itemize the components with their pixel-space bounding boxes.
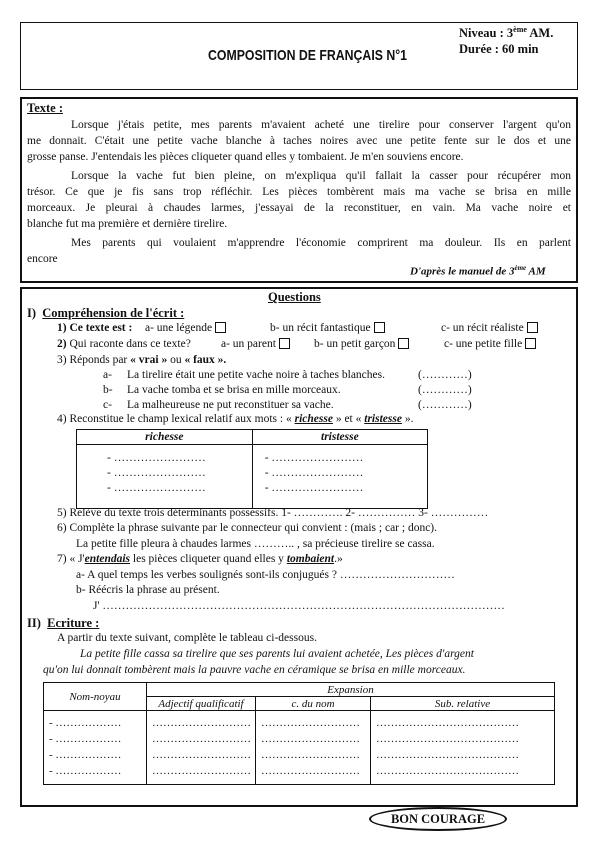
blank-line[interactable]: ………………………	[261, 749, 360, 761]
cdunom-cell[interactable]	[256, 711, 371, 785]
bon-courage-badge: BON COURAGE	[369, 807, 507, 831]
q1-option-b[interactable]: b- un récit fantastique	[270, 322, 385, 334]
lex-col-tristesse: tristesse	[252, 430, 427, 445]
text-heading: Texte :	[27, 101, 63, 115]
checkbox[interactable]	[527, 322, 538, 333]
q5-text[interactable]: 5) Relève du texte trois déterminants possessifs. 1- …………. 2- …………… 3- ……………	[57, 507, 489, 519]
blank-line[interactable]: …………………………………	[376, 717, 519, 729]
q3-item-letter: a-	[103, 369, 112, 381]
blank-line[interactable]: …………………………………	[376, 765, 519, 777]
nom-noyau-cell[interactable]	[44, 711, 147, 785]
q7-b: b- Réécris la phrase au présent.	[76, 584, 220, 596]
blank-line[interactable]: - ………………	[49, 733, 122, 745]
blank-line[interactable]: ………………………	[261, 765, 360, 777]
q3-item-text: La malheureuse ne put reconstituer sa vache.	[127, 399, 334, 411]
q1-label: 1) Ce texte est :	[57, 322, 133, 334]
part1-title: I) Compréhension de l'écrit :	[27, 306, 185, 320]
text-line: me donnait. C'était une petite vache blanche à taches noires avec une petite fente sur le dos et une	[27, 135, 571, 147]
lex-richesse-cell[interactable]	[77, 445, 253, 509]
q3-item-text: La vache tomba et se brisa en mille morceaux.	[127, 384, 341, 396]
q3-item-letter: b-	[103, 384, 113, 396]
text-line: encore	[27, 253, 58, 265]
checkbox[interactable]	[398, 338, 409, 349]
adjectif-cell[interactable]	[147, 711, 256, 785]
text-source: D'après le manuel de 3ème AM	[410, 264, 546, 278]
q6-sentence[interactable]: La petite fille pleura à chaudes larmes ……….. , sa précieuse tirelire se cassa.	[76, 538, 435, 550]
expansion-table	[43, 682, 555, 785]
checkbox[interactable]	[279, 338, 290, 349]
blank-line[interactable]: - ………………	[49, 765, 122, 777]
q3-item-answer-blank[interactable]: (…………)	[418, 384, 472, 396]
text-line: blanche fut ma première et dernière tirelire.	[27, 218, 228, 230]
q3-label: 3) Réponds par « vrai » ou « faux ».	[57, 354, 227, 366]
part2-title: II) Ecriture :	[27, 616, 100, 630]
writing-passage-2: qu'on lui donnait tombèrent mais la pauvre vache en céramique se brisa en mille morceaux.	[43, 664, 466, 676]
blank-line[interactable]: …………………………………	[376, 733, 519, 745]
lex-col-richesse: richesse	[77, 430, 253, 445]
lex-blank-line[interactable]: - ……………………	[107, 467, 206, 479]
page-title: COMPOSITION DE FRANÇAIS N°1	[208, 47, 408, 64]
questions-heading: Questions	[268, 290, 321, 304]
sub-relative-cell[interactable]	[371, 711, 555, 785]
col-adjectif: Adjectif qualificatif	[147, 697, 256, 711]
lex-blank-line[interactable]: - ……………………	[107, 452, 206, 464]
blank-line[interactable]: ………………………	[261, 733, 360, 745]
blank-line[interactable]: ………………………	[152, 733, 251, 745]
text-line: trésor. Ce que je fis sans trop réfléchir. Les pièces tombèrent mais ma vache se brisa en mille	[27, 186, 571, 198]
q3-item-answer-blank[interactable]: (…………)	[418, 369, 472, 381]
lexical-table	[76, 429, 428, 509]
q1-option-a[interactable]: a- une légende	[145, 322, 226, 334]
col-sub-relative: Sub. relative	[371, 697, 555, 711]
q2-option-c[interactable]: c- une petite fille	[444, 338, 536, 350]
q3-item-text: La tirelire était une petite vache noire à taches blanches.	[127, 369, 385, 381]
q2-label: 2) Qui raconte dans ce texte?	[57, 338, 191, 350]
lex-blank-line[interactable]: - ……………………	[264, 482, 364, 494]
q7-j[interactable]: J' ……………………………………………………………………………………………	[93, 600, 505, 612]
col-nom-noyau: Nom-noyau	[44, 683, 147, 711]
q7-label: 7) « J'entendais les pièces cliqueter quand elles y tombaient.»	[57, 553, 343, 565]
q6-text: 6) Complète la phrase suivante par le connecteur qui convient : (mais ; car ; donc).	[57, 522, 438, 534]
blank-line[interactable]: - ………………	[49, 749, 122, 761]
lex-tristesse-cell[interactable]	[252, 445, 427, 509]
text-body	[27, 117, 571, 267]
blank-line[interactable]: ………………………	[152, 765, 251, 777]
duration-label: Durée : 60 min	[459, 42, 539, 56]
blank-line[interactable]: - ………………	[49, 717, 122, 729]
checkbox[interactable]	[215, 322, 226, 333]
lex-blank-line[interactable]: - ……………………	[264, 452, 364, 464]
q1-option-c[interactable]: c- un récit réaliste	[441, 322, 538, 334]
blank-line[interactable]: ………………………	[261, 717, 360, 729]
blank-line[interactable]: …………………………………	[376, 749, 519, 761]
lex-blank-line[interactable]: - ……………………	[264, 467, 364, 479]
q2-option-a[interactable]: a- un parent	[221, 338, 290, 350]
q2-option-b[interactable]: b- un petit garçon	[314, 338, 409, 350]
text-line: morceaux. Je pleurai à chaudes larmes, j'essayai de la reconstituer, en vain. Ma vache noire et	[27, 202, 571, 214]
level-label: Niveau : 3ème AM.	[459, 25, 554, 41]
text-line: grosse panse. J'entendais les pièces cliqueter quand elles y tombaient. Je m'en souviens encore.	[27, 151, 464, 163]
writing-instruction: A partir du texte suivant, complète le tableau ci-dessous.	[57, 632, 317, 644]
writing-passage-1: La petite fille cassa sa tirelire que ses parents lui avaient achetée, Les pièces d'argent	[80, 648, 474, 660]
text-line: Lorsque la vache fut bien pleine, on m'expliqua qu'il fallait la casser pour récupérer mon	[71, 170, 571, 182]
text-line: Lorsque j'étais petite, mes parents m'avaient acheté une tirelire pour conserver l'argent qu'on	[71, 119, 571, 131]
col-expansion: Expansion	[147, 683, 555, 697]
checkbox[interactable]	[525, 338, 536, 349]
blank-line[interactable]: ………………………	[152, 749, 251, 761]
lex-blank-line[interactable]: - ……………………	[107, 482, 206, 494]
checkbox[interactable]	[374, 322, 385, 333]
text-line: Mes parents qui voulaient m'apprendre l'économie comprirent ma douleur. Ils en parlent	[71, 237, 571, 249]
blank-line[interactable]: ………………………	[152, 717, 251, 729]
q3-item-answer-blank[interactable]: (…………)	[418, 399, 472, 411]
col-cdunom: c. du nom	[256, 697, 371, 711]
q4-label: 4) Reconstitue le champ lexical relatif aux mots : « richesse » et « tristesse ».	[57, 413, 414, 425]
q3-item-letter: c-	[103, 399, 112, 411]
q7-a[interactable]: a- A quel temps les verbes soulignés sont-ils conjugués ? …………………………	[76, 569, 455, 581]
